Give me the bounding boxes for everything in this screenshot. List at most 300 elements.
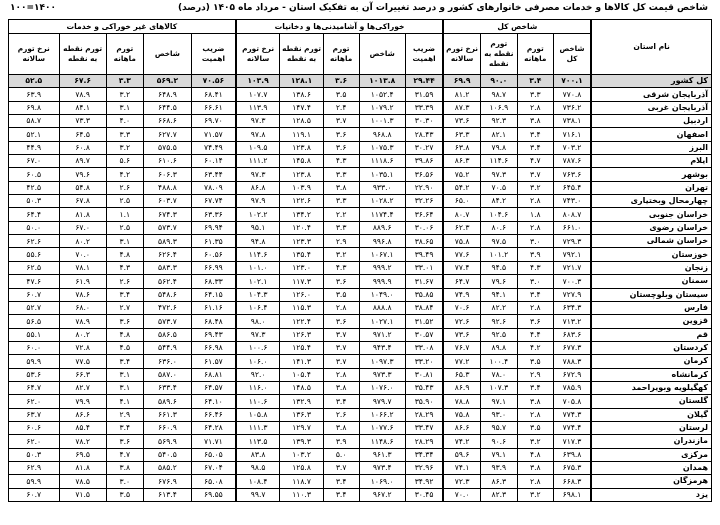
col-header: تورم ماهانه: [323, 34, 359, 75]
value-cell: ۱۱۱.۲: [236, 155, 280, 168]
value-cell: ۳.۷: [323, 461, 359, 474]
value-cell: ۶۷.۸: [59, 195, 106, 208]
value-cell: ۷۸.۱: [59, 261, 106, 274]
province-name-cell: چهارمحال وبختیاری: [591, 195, 711, 208]
value-cell: ۱۳۹.۳: [280, 435, 323, 448]
value-cell: ۳۰.۴۵: [405, 488, 443, 501]
value-cell: ۳۱.۵۹: [405, 88, 443, 101]
value-cell: ۳.۶: [323, 75, 359, 88]
value-cell: ۳.۸: [323, 421, 359, 434]
title-row: [8, 2, 712, 19]
table-row: [9, 421, 712, 434]
value-cell: ۶۶۸.۳: [553, 475, 591, 488]
value-cell: ۷۰۳.۲: [553, 141, 591, 154]
value-cell: ۶۹.۹: [443, 75, 480, 88]
value-cell: ۶۹.۵: [59, 448, 106, 461]
col-header: ضریب اهمیت: [192, 34, 236, 75]
value-cell: ۱۰۷۵.۳: [359, 141, 405, 154]
value-cell: ۸۶.۶: [443, 421, 480, 434]
value-cell: ۶۴.۱۰: [192, 395, 236, 408]
col-header: شاخص: [143, 34, 191, 75]
value-cell: ۶۲.۹: [9, 461, 60, 474]
value-cell: ۴.۰: [106, 115, 143, 128]
value-cell: ۴.۸: [106, 248, 143, 261]
value-cell: ۱۰۶.۰: [236, 355, 280, 368]
province-name-cell: کردستان: [591, 341, 711, 354]
value-cell: ۵۵.۱: [9, 328, 60, 341]
value-cell: ۱۲۲.۴: [280, 315, 323, 328]
value-cell: ۳.۶: [323, 141, 359, 154]
value-cell: ۴.۳: [323, 261, 359, 274]
value-cell: ۸۲.۱: [480, 128, 517, 141]
value-cell: ۶۷۴.۳: [143, 208, 191, 221]
value-cell: ۸۵.۴: [59, 421, 106, 434]
value-cell: ۷۸۸.۳: [553, 355, 591, 368]
province-name-cell: یزد: [591, 488, 711, 501]
value-cell: ۳۳.۰۸: [405, 341, 443, 354]
value-cell: ۵۴۰.۵: [143, 448, 191, 461]
value-cell: ۶۳.۳۶: [192, 208, 236, 221]
value-cell: ۶۸.۴۸: [192, 315, 236, 328]
value-cell: ۶۶۰.۹: [143, 421, 191, 434]
value-cell: ۸۲.۳: [480, 488, 517, 501]
province-name-cell: هرمزگان: [591, 475, 711, 488]
value-cell: ۶۹.۹۴: [192, 221, 236, 234]
value-cell: ۱۱۰.۳: [280, 488, 323, 501]
value-cell: ۳.۶: [323, 275, 359, 288]
table-row: [9, 141, 712, 154]
value-cell: ۳.۹: [323, 435, 359, 448]
table-row: [9, 301, 712, 314]
value-cell: ۶۶.۳: [59, 368, 106, 381]
value-cell: ۱۰۶.۹: [480, 101, 517, 114]
value-cell: ۶۴.۴: [9, 208, 60, 221]
value-cell: ۲۲.۹۰: [405, 181, 443, 194]
province-name-cell: لرستان: [591, 421, 711, 434]
value-cell: ۶۰.۸: [59, 141, 106, 154]
value-cell: ۹۰.۰: [480, 75, 517, 88]
value-cell: ۳.۲: [517, 488, 553, 501]
value-cell: ۶۱.۱۶: [192, 301, 236, 314]
table-row: [9, 475, 712, 488]
value-cell: ۶۷۷.۳: [553, 341, 591, 354]
province-name-cell: خراسان جنوبی: [591, 208, 711, 221]
value-cell: ۳۰.۰۶: [405, 221, 443, 234]
value-cell: ۱۱۹.۱: [280, 128, 323, 141]
value-cell: ۴.۲: [106, 168, 143, 181]
value-cell: ۲۸.۴۳: [405, 128, 443, 141]
value-cell: ۱۳۲.۹: [280, 395, 323, 408]
value-cell: ۷۹.۹: [59, 395, 106, 408]
province-name-cell: خوزستان: [591, 248, 711, 261]
value-cell: ۶۹.۸: [9, 101, 60, 114]
value-cell: ۶۹۸.۱: [553, 488, 591, 501]
province-name-cell: خراسان رضوی: [591, 221, 711, 234]
value-cell: ۶۲.۵: [9, 261, 60, 274]
value-cell: ۷۱۷.۳: [553, 435, 591, 448]
cpi-table: [8, 19, 712, 502]
value-cell: ۲.۸: [517, 101, 553, 114]
table-row: [9, 395, 712, 408]
value-cell: ۷۶۳.۶: [553, 168, 591, 181]
value-cell: ۶۷.۶: [59, 75, 106, 88]
value-cell: ۷۴.۲: [443, 435, 480, 448]
value-cell: ۲.۸: [517, 475, 553, 488]
value-cell: ۳.۶: [323, 128, 359, 141]
col-header: تورم نقطه به نقطه: [59, 34, 106, 75]
col-header: شاخص کل: [553, 34, 591, 75]
value-cell: ۶۲.۶: [9, 235, 60, 248]
table-row: [9, 288, 712, 301]
value-cell: ۴.۷: [106, 448, 143, 461]
value-cell: ۳۸.۶۵: [405, 235, 443, 248]
value-cell: ۶۳.۷: [9, 408, 60, 421]
value-cell: ۶۶.۹۹: [192, 261, 236, 274]
value-cell: ۱۰۷۹.۲: [359, 101, 405, 114]
province-name-cell: کرمانشاه: [591, 368, 711, 381]
table-row: [9, 115, 712, 128]
table-row: [9, 208, 712, 221]
value-cell: ۳۰.۸۱: [405, 368, 443, 381]
table-row: [9, 155, 712, 168]
table-row: [9, 181, 712, 194]
value-cell: ۶۷۲.۹: [553, 368, 591, 381]
value-cell: ۷۴.۹: [443, 288, 480, 301]
value-cell: ۷۹.۸: [480, 141, 517, 154]
value-cell: ۷۸۷.۶: [553, 155, 591, 168]
value-cell: ۵۵.۶: [9, 248, 60, 261]
value-cell: ۳.۱: [106, 235, 143, 248]
province-header: نام استان: [591, 20, 711, 75]
province-name-cell: بوشهر: [591, 168, 711, 181]
table-row: [9, 235, 712, 248]
value-cell: ۷۳۸.۱: [553, 115, 591, 128]
province-name-cell: قزوین: [591, 315, 711, 328]
value-cell: ۳.۸: [517, 461, 553, 474]
value-cell: ۱۱۰.۶: [236, 395, 280, 408]
value-cell: ۱۰۳.۹: [236, 75, 280, 88]
table-row: [9, 328, 712, 341]
table-row: [9, 88, 712, 101]
value-cell: ۶۲.۳: [443, 221, 480, 234]
value-cell: ۳.۸: [106, 461, 143, 474]
value-cell: ۱۰۱۳.۸: [359, 75, 405, 88]
value-cell: ۵.۰: [323, 448, 359, 461]
value-cell: ۶۸.۸۱: [192, 368, 236, 381]
value-cell: ۲.۶: [106, 181, 143, 194]
value-cell: ۷۸.۲: [59, 435, 106, 448]
value-cell: ۶۹.۵۵: [192, 488, 236, 501]
value-cell: ۶۳.۴۴: [192, 168, 236, 181]
value-cell: ۳۴.۳۴: [405, 448, 443, 461]
value-cell: ۷۷.۲: [443, 355, 480, 368]
value-cell: ۷۰۰.۳: [553, 275, 591, 288]
value-cell: ۷۳.۶: [443, 328, 480, 341]
value-cell: ۳.۴: [517, 381, 553, 394]
value-cell: ۶۶.۴۶: [192, 408, 236, 421]
value-cell: ۳۳.۰۱: [405, 261, 443, 274]
value-cell: ۱۰۲۸.۲: [359, 195, 405, 208]
value-cell: ۷۷.۶: [443, 248, 480, 261]
value-cell: ۱۲۸.۵: [280, 115, 323, 128]
value-cell: ۶۷.۰۴: [192, 461, 236, 474]
value-cell: ۱.۸: [517, 208, 553, 221]
value-cell: ۱۳۵.۴: [280, 248, 323, 261]
value-cell: ۱۰۲.۲: [236, 208, 280, 221]
value-cell: ۷۷.۴: [443, 261, 480, 274]
value-cell: ۳.۸: [323, 381, 359, 394]
value-cell: ۱۲۶.۰: [280, 288, 323, 301]
value-cell: ۱۳۸.۶: [280, 88, 323, 101]
value-cell: ۳.۹: [517, 248, 553, 261]
value-cell: ۸۶.۸: [236, 181, 280, 194]
value-cell: ۶۵.۰۵: [192, 448, 236, 461]
value-cell: ۲.۸: [517, 408, 553, 421]
value-cell: ۵۸۳.۳: [143, 261, 191, 274]
value-cell: ۵۸.۷: [9, 115, 60, 128]
value-cell: ۱۱۷۴.۴: [359, 208, 405, 221]
value-cell: ۶۸.۳۳: [192, 275, 236, 288]
value-cell: ۹۶۱.۳: [359, 448, 405, 461]
value-cell: ۱۰۴.۶: [480, 208, 517, 221]
value-cell: ۳۵.۸۵: [405, 288, 443, 301]
value-cell: ۹۶۷.۲: [359, 488, 405, 501]
value-cell: ۹۳.۰: [480, 408, 517, 421]
province-name-cell: سیستان وبلوچستان: [591, 288, 711, 301]
value-cell: ۸۶.۳: [480, 475, 517, 488]
value-cell: ۶۶.۶۱: [192, 101, 236, 114]
value-cell: ۵۶.۵: [9, 315, 60, 328]
value-cell: ۱۴۵.۸: [280, 155, 323, 168]
value-cell: ۳.۰: [106, 475, 143, 488]
value-cell: ۳۸.۸۴: [405, 301, 443, 314]
value-cell: ۱۰۱.۰: [236, 261, 280, 274]
value-cell: ۲.۸: [517, 195, 553, 208]
value-cell: ۴۲.۵: [9, 181, 60, 194]
value-cell: ۷۸.۶: [59, 288, 106, 301]
value-cell: ۷۹.۶: [59, 168, 106, 181]
value-cell: ۱۴۸.۵: [280, 381, 323, 394]
value-cell: ۱۳۴.۲: [280, 208, 323, 221]
value-cell: ۳.۵: [323, 88, 359, 101]
value-cell: ۷۲۱.۷: [553, 261, 591, 274]
value-cell: ۸۳.۸: [236, 448, 280, 461]
value-cell: ۷۸.۹: [59, 88, 106, 101]
value-cell: ۶۲۷.۷: [143, 128, 191, 141]
value-cell: ۲۸.۲۹: [405, 408, 443, 421]
value-cell: ۲.۵: [106, 195, 143, 208]
value-cell: ۳۵.۴۳: [405, 381, 443, 394]
value-cell: ۴۴.۹: [9, 141, 60, 154]
value-cell: ۸۰.۷: [443, 208, 480, 221]
value-cell: ۶۴۸.۹: [143, 88, 191, 101]
value-cell: ۶۵.۰۸: [192, 475, 236, 488]
province-name-cell: مرکزی: [591, 448, 711, 461]
value-cell: ۱۰۵۲.۴: [359, 88, 405, 101]
value-cell: ۱۰۷.۳: [480, 381, 517, 394]
value-cell: ۱۲۲.۶: [280, 195, 323, 208]
value-cell: ۱۰۸.۴: [236, 475, 280, 488]
value-cell: ۵۴۸.۶: [143, 288, 191, 301]
value-cell: ۱۰۲.۱: [236, 275, 280, 288]
value-cell: ۷۰.۶: [443, 301, 480, 314]
value-cell: ۳۳.۲۰: [405, 355, 443, 368]
value-cell: ۱۱۶.۰: [236, 381, 280, 394]
value-cell: ۶۲۶.۴: [143, 248, 191, 261]
table-row: [9, 75, 712, 88]
value-cell: ۲.۹: [517, 368, 553, 381]
table-row: [9, 261, 712, 274]
value-cell: ۱۲۳.۳: [280, 235, 323, 248]
value-cell: ۱۰۹۷.۳: [359, 355, 405, 368]
value-cell: ۲.۸: [517, 301, 553, 314]
value-cell: ۶۸۳.۶: [553, 328, 591, 341]
value-cell: ۵۸۵.۲: [143, 461, 191, 474]
value-cell: ۵۴.۲: [443, 181, 480, 194]
value-cell: ۳.۸: [517, 115, 553, 128]
value-cell: ۸۴.۱: [59, 101, 106, 114]
value-cell: ۴۷۲.۶: [143, 301, 191, 314]
table-body: [9, 75, 712, 502]
value-cell: ۵۶۹.۹: [143, 435, 191, 448]
value-cell: ۷۷۴.۴: [553, 421, 591, 434]
value-cell: ۱۴۷.۴: [280, 101, 323, 114]
table-row: [9, 168, 712, 181]
province-name-cell: فارس: [591, 301, 711, 314]
value-cell: ۴.۵: [106, 341, 143, 354]
value-cell: ۳.۱: [106, 101, 143, 114]
value-cell: ۶۹.۷۰: [192, 115, 236, 128]
value-cell: ۷۴۳.۰: [553, 195, 591, 208]
value-cell: ۶۰۶.۳: [143, 168, 191, 181]
value-cell: ۳.۴: [517, 141, 553, 154]
value-cell: ۴۷.۶: [9, 275, 60, 288]
value-cell: ۶۷.۷۴: [192, 195, 236, 208]
table-row: [9, 355, 712, 368]
table-row: [9, 368, 712, 381]
value-cell: ۲.۶: [323, 408, 359, 421]
value-cell: ۱۰۳.۹: [280, 181, 323, 194]
value-cell: ۸۷.۳: [443, 101, 480, 114]
value-cell: ۲.۸: [517, 221, 553, 234]
col-header: شاخص: [359, 34, 405, 75]
value-cell: ۶۰.۱۴: [192, 155, 236, 168]
value-cell: ۳۶.۵۶: [405, 168, 443, 181]
value-cell: ۶۰.۷: [9, 288, 60, 301]
value-cell: ۹۳.۹: [480, 461, 517, 474]
value-cell: ۳۵.۹۰: [405, 395, 443, 408]
value-cell: ۷۸.۸: [443, 395, 480, 408]
value-cell: ۶۰.۵: [9, 168, 60, 181]
value-cell: ۶۰.۵۶: [192, 248, 236, 261]
value-cell: ۱۰۴.۳: [236, 288, 280, 301]
value-cell: ۳.۷: [323, 341, 359, 354]
value-cell: ۹۷۱.۲: [359, 328, 405, 341]
value-cell: ۸۸۸.۸: [359, 301, 405, 314]
value-cell: ۶۹.۴۳: [192, 328, 236, 341]
value-cell: ۵۲.۵: [9, 75, 60, 88]
value-cell: ۹۷.۳: [236, 328, 280, 341]
value-cell: ۳.۳: [323, 221, 359, 234]
value-cell: ۶۶۱.۳: [143, 408, 191, 421]
value-cell: ۲.۸: [323, 301, 359, 314]
value-cell: ۱.۱: [106, 208, 143, 221]
value-cell: ۵۹.۶: [443, 448, 480, 461]
value-cell: ۷۱۳.۲: [553, 315, 591, 328]
value-cell: ۱۳۶.۳: [280, 408, 323, 421]
value-cell: ۶۸.۰: [59, 301, 106, 314]
value-cell: ۸۴.۲: [480, 195, 517, 208]
value-cell: ۹۸.۵: [236, 461, 280, 474]
value-cell: ۷۷.۵: [59, 355, 106, 368]
table-row: [9, 488, 712, 501]
value-cell: ۱۲۵.۸: [280, 461, 323, 474]
value-cell: ۱۰۱.۲: [480, 248, 517, 261]
value-cell: ۹۷.۹: [236, 195, 280, 208]
value-cell: ۴.۱: [106, 395, 143, 408]
value-cell: ۸۶.۹: [443, 381, 480, 394]
value-cell: ۶۱.۳۵: [192, 235, 236, 248]
value-cell: ۹۴۳.۴: [359, 341, 405, 354]
value-cell: ۵۷۳.۷: [143, 315, 191, 328]
value-cell: ۳.۸: [323, 181, 359, 194]
value-cell: ۳.۴: [517, 288, 553, 301]
value-cell: ۱۰۶.۴: [236, 301, 280, 314]
value-cell: ۷۱.۵: [59, 488, 106, 501]
value-cell: ۵۸۹.۳: [143, 235, 191, 248]
value-cell: ۳.۵: [517, 355, 553, 368]
value-cell: ۱۱۱.۳: [236, 421, 280, 434]
province-name-cell: کرمان: [591, 355, 711, 368]
col-header: تورم ماهانه: [106, 34, 143, 75]
value-cell: ۳.۴: [517, 75, 553, 88]
value-cell: ۶۰۳.۷: [143, 195, 191, 208]
value-cell: ۹۹۹.۹: [359, 275, 405, 288]
value-cell: ۹۹.۷: [236, 488, 280, 501]
col-header: تورم نقطه به نقطه: [280, 34, 323, 75]
value-cell: ۱۱۳.۹: [236, 101, 280, 114]
value-cell: ۳.۷: [517, 168, 553, 181]
col-header: تورم ماهانه: [517, 34, 553, 75]
value-cell: ۸۱.۸: [59, 208, 106, 221]
col-header: ضریب اهمیت: [405, 34, 443, 75]
value-cell: ۳۰.۳۰: [405, 115, 443, 128]
value-cell: ۷۲۷.۹: [553, 288, 591, 301]
value-cell: ۳۲.۲۶: [405, 195, 443, 208]
value-cell: ۴.۳: [323, 155, 359, 168]
value-cell: ۲.۸: [323, 368, 359, 381]
value-cell: ۱۰۷.۷: [236, 88, 280, 101]
province-name-cell: زنجان: [591, 261, 711, 274]
value-cell: ۶۴.۱۵: [192, 288, 236, 301]
province-name-cell: گیلان: [591, 408, 711, 421]
value-cell: ۵۸۷.۰: [143, 368, 191, 381]
value-cell: ۶۴۵.۴: [553, 181, 591, 194]
value-cell: ۳.۷: [323, 115, 359, 128]
value-cell: ۹۷.۳: [480, 168, 517, 181]
value-cell: ۶۳.۳: [443, 128, 480, 141]
value-cell: ۷۸.۰: [480, 368, 517, 381]
value-cell: ۳۶.۶۴: [405, 208, 443, 221]
value-cell: ۳۰.۲۷: [405, 141, 443, 154]
value-cell: ۳.۵: [106, 488, 143, 501]
value-cell: ۷۵.۸: [443, 235, 480, 248]
value-cell: ۵۶۹.۲: [143, 75, 191, 88]
value-cell: ۵۹.۹: [9, 355, 60, 368]
value-cell: ۶۳.۹: [9, 88, 60, 101]
value-cell: ۴.۸: [517, 448, 553, 461]
value-cell: ۶۰.۷: [9, 488, 60, 501]
